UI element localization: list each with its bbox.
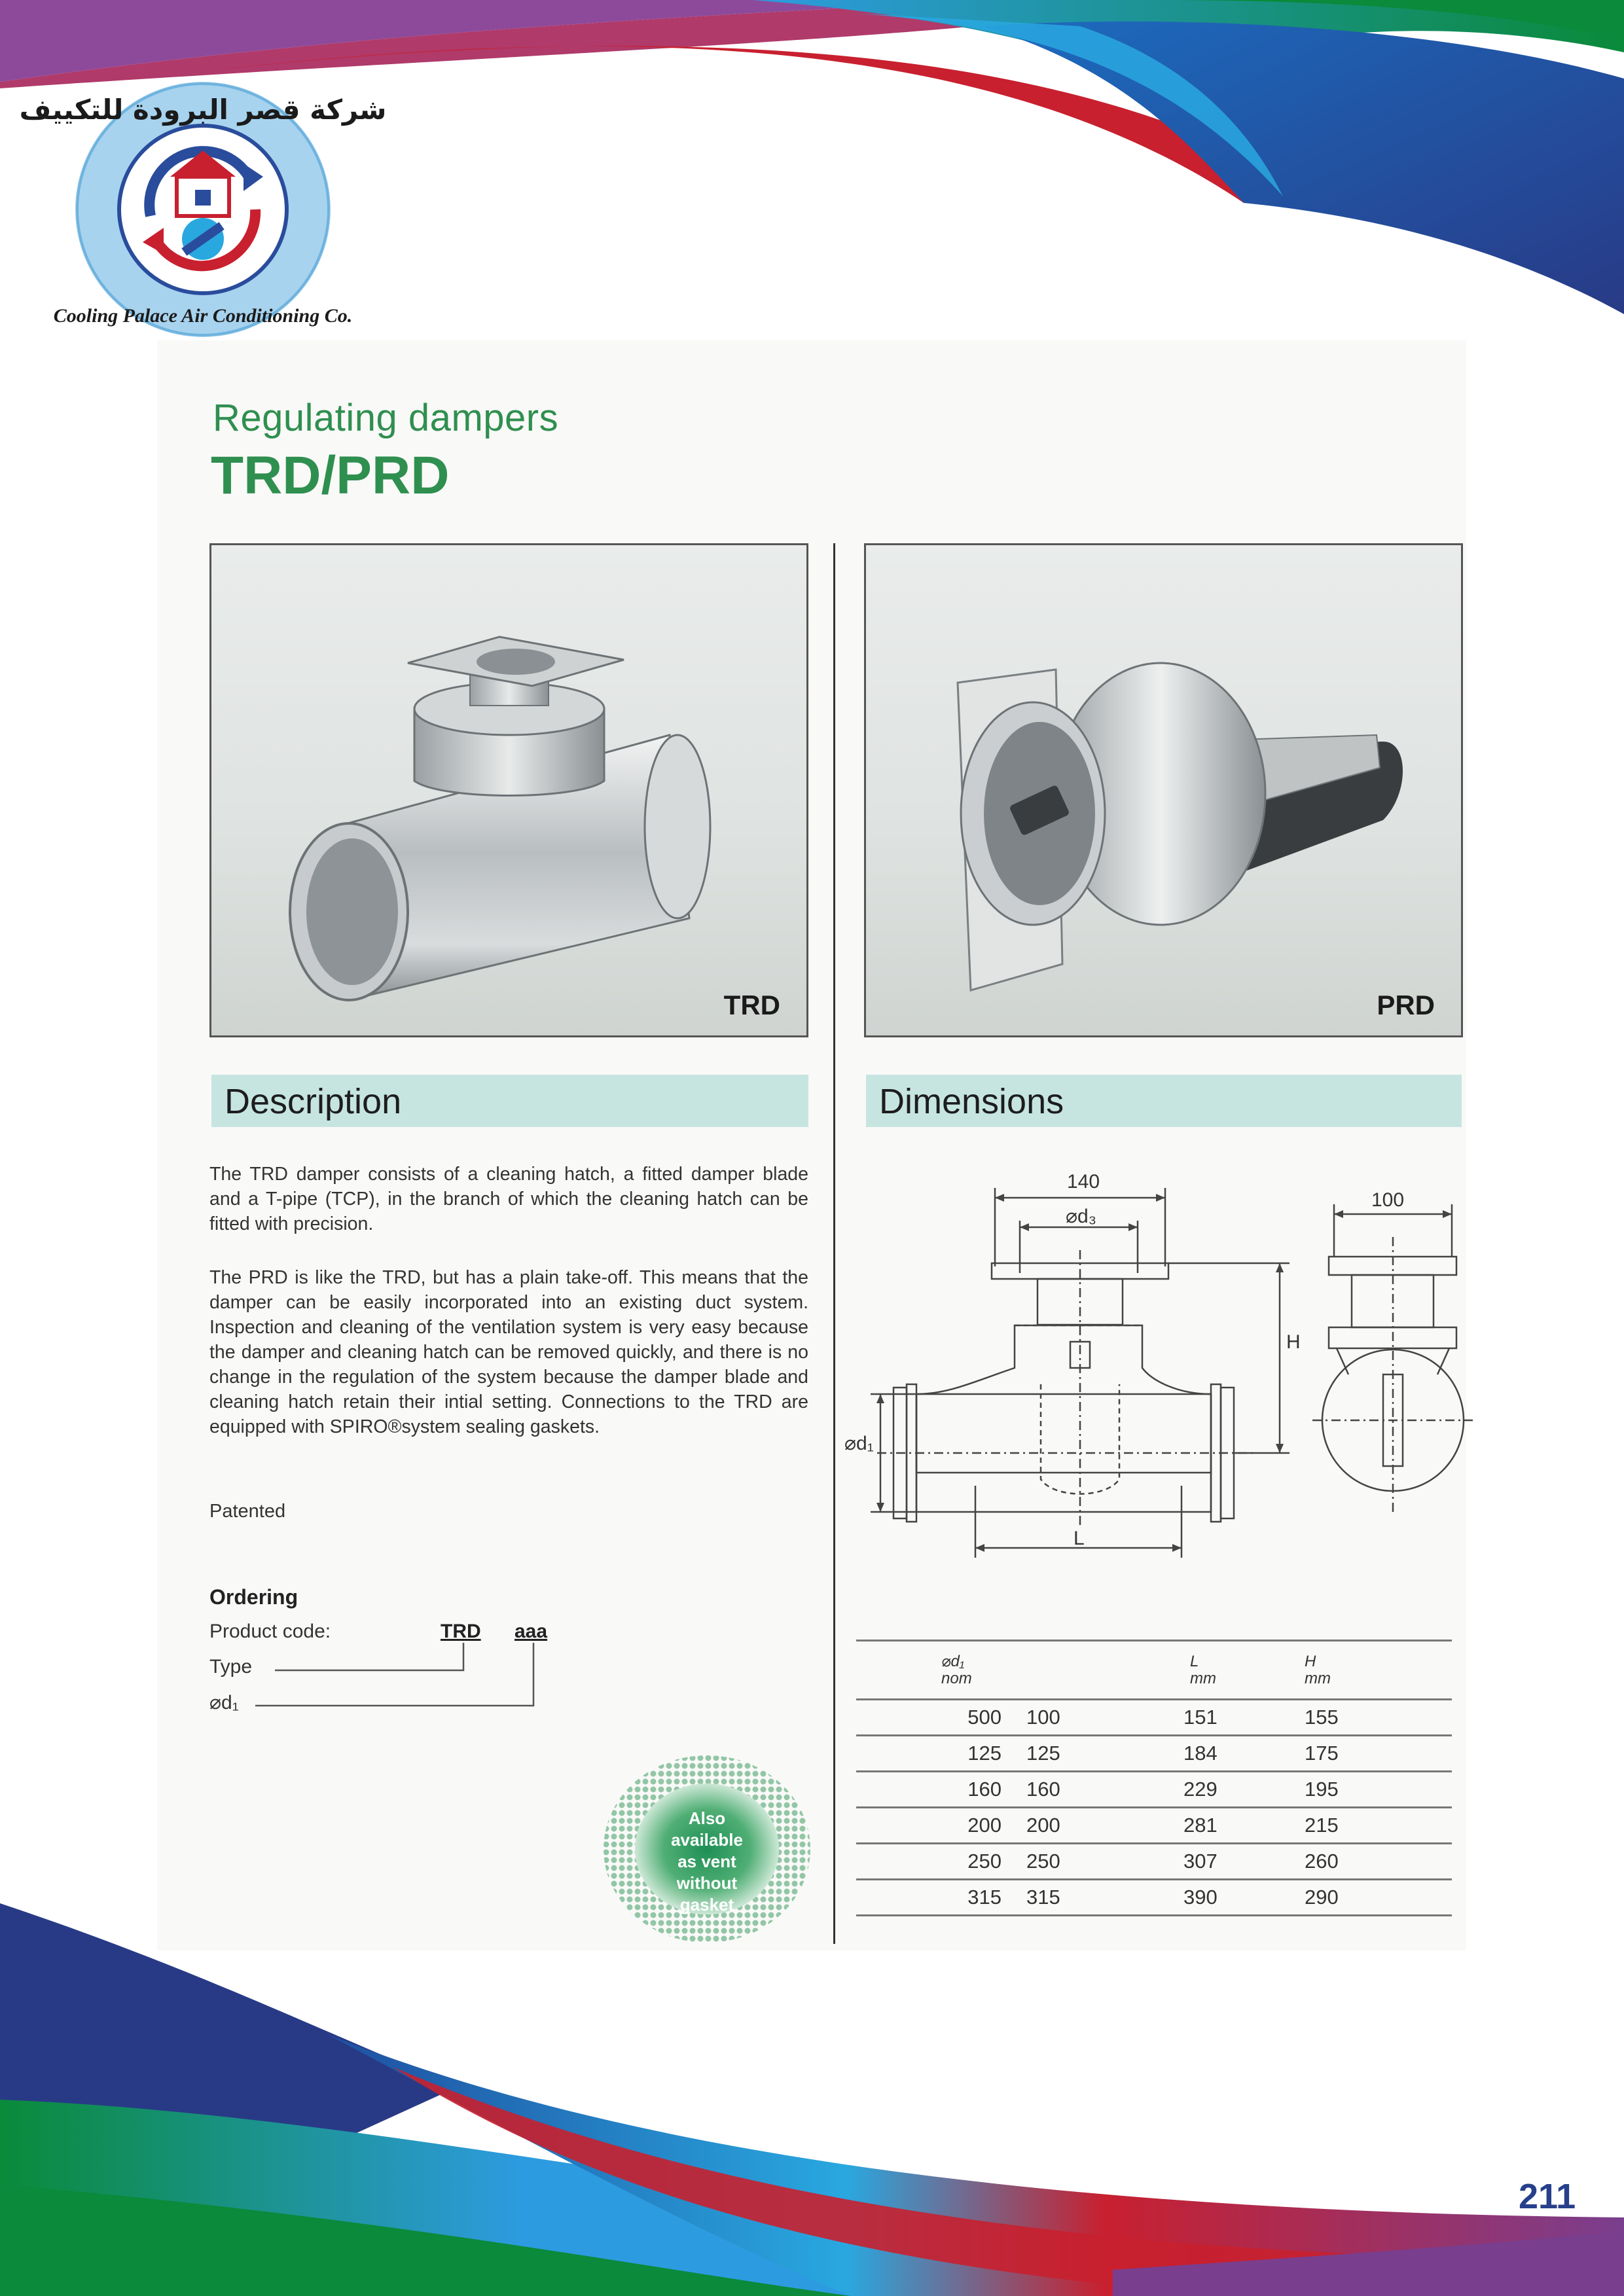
table-row: [856, 1808, 1452, 1844]
cell-h: 195: [1305, 1772, 1452, 1808]
cell-l: 151: [1183, 1700, 1305, 1736]
dimensions-table: [856, 1640, 1452, 1916]
badge-line-5: gasket: [679, 1895, 734, 1914]
drawing-d3: ⌀d₃: [1066, 1206, 1096, 1227]
diameter-label: ⌀d₁: [209, 1692, 239, 1713]
cell-d1-nom: 160: [1026, 1772, 1183, 1808]
cell-l: 307: [1183, 1844, 1305, 1880]
cell-l: 390: [1183, 1880, 1305, 1916]
badge-line-3: as vent: [677, 1852, 736, 1871]
description-section-header: [211, 1075, 808, 1127]
table-row: [856, 1736, 1452, 1772]
cell-l: 184: [1183, 1736, 1305, 1772]
page-subtitle: Regulating dampers: [213, 397, 559, 439]
logo-text-ar: شركة قصر البرودة للتكييف: [19, 94, 387, 126]
description-heading: Description: [225, 1082, 402, 1121]
header-h-unit: mm: [1305, 1669, 1331, 1687]
cell-d1-nom: 200: [1026, 1808, 1183, 1844]
header-h: [1305, 1641, 1452, 1700]
prd-product-photo: [864, 543, 1463, 1037]
cell-d1-nom: 125: [1026, 1736, 1183, 1772]
description-paragraph-2: The PRD is like the TRD, but has a plain take-off. This means that the damper can be easily incorporated into an existing duct system. Inspection and cleaning of the ventilation system is very easy because the damper and cleaning hatch can be removed quickly, and there is no change in the regulation of the system because the damper blade and cleaning hatch retain their intial setting. Connections to the TRD are equipped with SPIRO®system sealing gaskets.: [209, 1267, 808, 1437]
badge-line-4: without: [676, 1873, 738, 1893]
dimensions-section-header: [866, 1075, 1462, 1127]
prd-illustration: [866, 545, 1465, 1039]
column-divider: [833, 543, 835, 1944]
trd-product-photo: [209, 543, 808, 1037]
ordering-heading: Ordering: [209, 1585, 298, 1609]
header-h-label: H: [1305, 1652, 1316, 1670]
header-l: [1183, 1641, 1305, 1700]
badge-text: [628, 1808, 785, 1916]
cell-h: 260: [1305, 1844, 1452, 1880]
header-d1: [856, 1641, 1183, 1700]
cell-d1-nom: 315: [1026, 1880, 1183, 1916]
header-d1-label: ⌀d₁: [941, 1652, 965, 1670]
badge-line-1: Also: [688, 1808, 726, 1828]
prd-label: PRD: [1377, 990, 1435, 1020]
drawing-h: H: [1286, 1331, 1301, 1353]
type-label: Type: [209, 1656, 253, 1677]
table-header-row: [856, 1641, 1452, 1700]
description-paragraph-1: The TRD damper consists of a cleaning hatch, a fitted damper blade and a T-pipe (TCP), in the branch of which the cleaning hatch can be fitted with precision.: [209, 1164, 808, 1234]
badge-line-2: available: [671, 1830, 743, 1850]
drawing-side-width: 100: [1371, 1189, 1405, 1211]
dimension-drawing: [844, 1158, 1473, 1577]
drawing-d1: ⌀d₁: [844, 1433, 874, 1454]
cell-d1: 315: [856, 1880, 1026, 1916]
cell-l: 229: [1183, 1772, 1305, 1808]
header-d1-unit: nom: [941, 1669, 972, 1687]
product-code-diameter: aaa: [514, 1621, 548, 1642]
cell-d1-nom: 100: [1026, 1700, 1183, 1736]
trd-label: TRD: [723, 990, 780, 1020]
cell-h: 290: [1305, 1880, 1452, 1916]
cell-h: 175: [1305, 1736, 1452, 1772]
drawing-l: L: [1074, 1528, 1085, 1549]
ordering-leader-lines: [209, 1643, 550, 1715]
company-logo: [19, 79, 387, 340]
table-row: [856, 1772, 1452, 1808]
table-row: [856, 1844, 1452, 1880]
logo-text-en: Cooling Palace Air Conditioning Co.: [53, 305, 353, 327]
header-l-label: L: [1190, 1652, 1199, 1670]
dimensions-heading: Dimensions: [879, 1082, 1064, 1121]
product-code-type: TRD: [441, 1621, 481, 1642]
trd-illustration: [211, 545, 810, 1039]
table-row: [856, 1700, 1452, 1736]
cell-d1-nom: 250: [1026, 1844, 1183, 1880]
cell-d1: 125: [856, 1736, 1026, 1772]
page-title: TRD/PRD: [211, 446, 450, 505]
cell-h: 155: [1305, 1700, 1452, 1736]
page-number: 211: [1519, 2177, 1576, 2216]
cell-d1: 200: [856, 1808, 1026, 1844]
cell-l: 281: [1183, 1808, 1305, 1844]
patented-note: Patented: [209, 1501, 286, 1522]
cell-d1: 250: [856, 1844, 1026, 1880]
cell-h: 215: [1305, 1808, 1452, 1844]
cell-d1: 160: [856, 1772, 1026, 1808]
footer-decorative-band: [0, 1903, 1624, 2296]
header-l-unit: mm: [1190, 1669, 1216, 1687]
drawing-width-140: 140: [1067, 1171, 1100, 1193]
product-code-label: Product code:: [209, 1621, 331, 1642]
cell-d1: 500: [856, 1700, 1026, 1736]
